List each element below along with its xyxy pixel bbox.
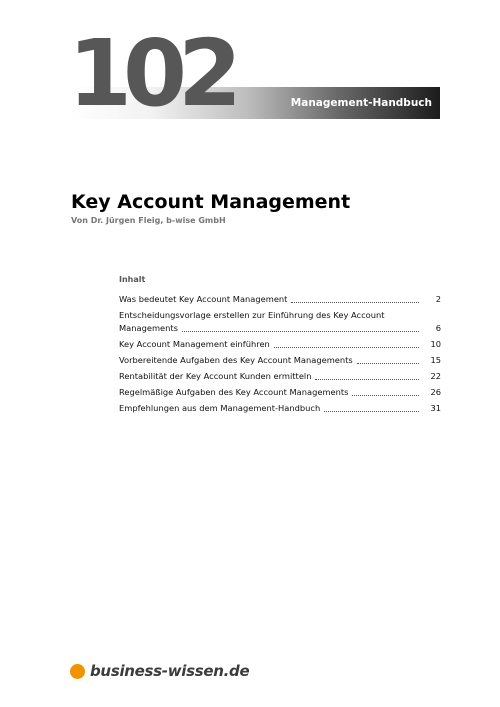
toc-entry[interactable] — [119, 293, 441, 306]
toc-entry-title: Was bedeutet Key Account Management — [119, 294, 288, 304]
toc-dot-leader — [324, 411, 419, 412]
document-title: Key Account Management — [71, 191, 351, 213]
toc-dot-leader — [291, 302, 419, 303]
toc-entry-title: Entscheidungsvorlage erstellen zur Einführung des Key Account — [119, 310, 385, 320]
toc-entry-page: 6 — [435, 323, 441, 333]
footer-brand[interactable] — [70, 662, 249, 680]
toc-entry[interactable] — [119, 386, 441, 399]
toc-entry[interactable] — [119, 354, 441, 367]
toc-entry[interactable] — [119, 338, 441, 351]
toc-entry-title-continued: Managements — [119, 323, 178, 333]
toc-entry-title: Empfehlungen aus dem Management-Handbuch — [119, 403, 321, 413]
toc-heading: Inhalt — [119, 275, 146, 284]
toc-entry[interactable] — [119, 402, 441, 415]
brand-name: business-wissen.de — [90, 662, 250, 680]
toc-dot-leader — [352, 395, 419, 396]
toc-entry-page: 22 — [430, 371, 441, 381]
toc-dot-leader — [357, 363, 419, 364]
brand-dot-icon — [70, 664, 85, 679]
toc-entry-page: 26 — [430, 387, 441, 397]
toc-entry[interactable] — [119, 309, 441, 335]
toc-dot-leader — [182, 331, 419, 332]
series-banner — [68, 20, 440, 127]
series-name: Management-Handbuch — [290, 97, 432, 109]
table-of-contents — [119, 275, 441, 418]
toc-entry-page: 2 — [435, 294, 441, 304]
toc-dot-leader — [315, 379, 419, 380]
toc-entry-page: 31 — [430, 403, 441, 413]
toc-entry-title: Rentabilität der Key Account Kunden ermitteln — [119, 371, 312, 381]
author-line: Von Dr. Jürgen Fleig, b-wise GmbH — [71, 216, 226, 225]
toc-entry-title: Vorbereitende Aufgaben des Key Account Managements — [119, 355, 353, 365]
issue-number: 102 — [68, 20, 234, 127]
toc-entry-title: Regelmäßige Aufgaben des Key Account Managements — [119, 387, 349, 397]
toc-entry-title: Key Account Management einführen — [119, 339, 270, 349]
toc-entry-page: 10 — [430, 339, 441, 349]
toc-entry[interactable] — [119, 370, 441, 383]
toc-entry-page: 15 — [430, 355, 441, 365]
toc-dot-leader — [274, 347, 419, 348]
